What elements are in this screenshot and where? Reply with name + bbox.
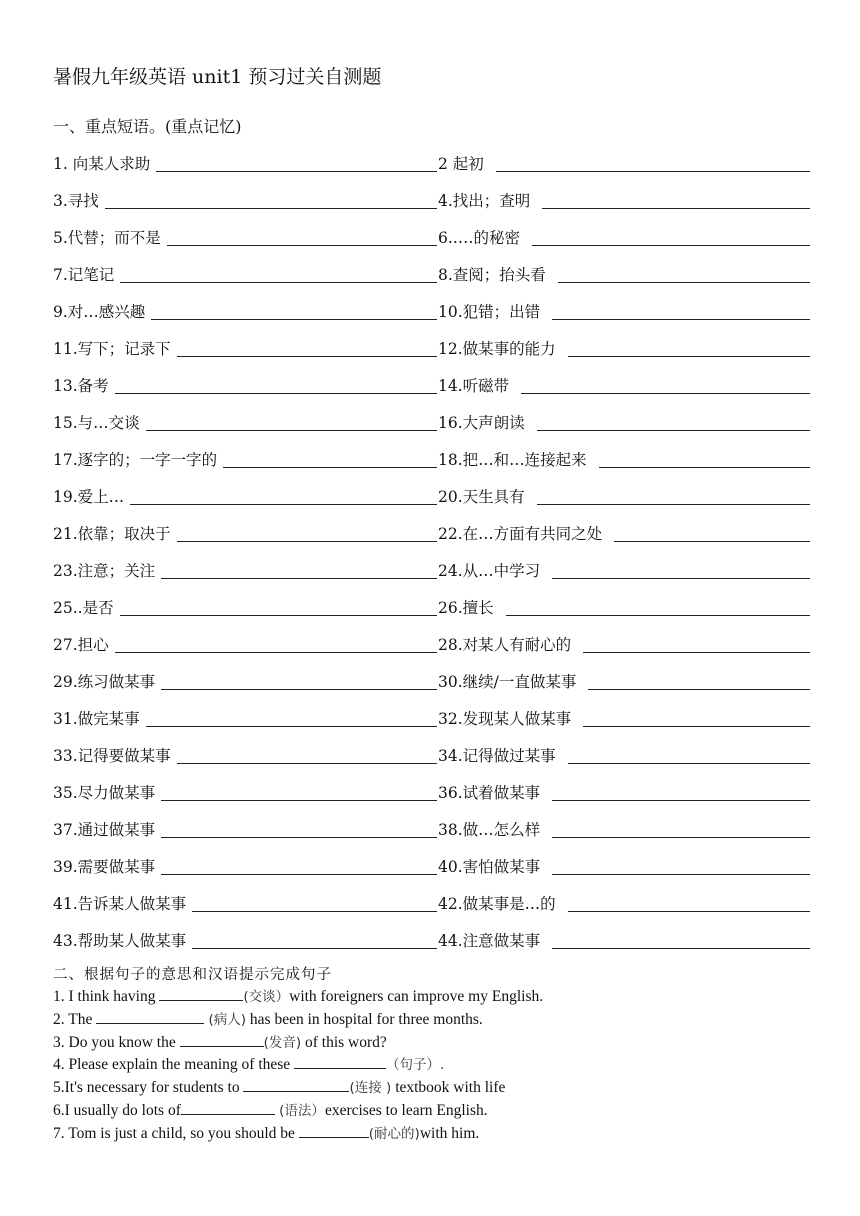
sentence-text-before: 2. The [53,1010,97,1028]
answer-blank[interactable] [192,930,437,949]
phrase-item-left [53,150,437,174]
phrase-label: 28.对某人有耐心的 [438,636,572,654]
sentence-text-before: 6.I usually do lots of [53,1101,181,1119]
phrase-row [0,294,860,331]
answer-blank[interactable] [496,153,810,172]
phrase-label: 29.练习做某事 [53,673,156,691]
phrase-item-right [438,187,810,211]
sentence-text-after: textbook with life [391,1079,506,1097]
phrase-row [0,516,860,553]
phrase-item-right [438,520,810,544]
phrase-label: 42.做某事是…的 [438,895,556,913]
sentence-text-after: with him. [419,1124,480,1142]
phrase-label: 14.听磁带 [438,377,510,395]
phrase-item-left [53,224,437,248]
phrase-label: 27.担心 [53,636,109,654]
section2-heading: 二、根据句子的意思和汉语提示完成句子 [53,967,332,983]
chinese-hint: (发音) [263,1034,302,1051]
phrase-label: 41.告诉某人做某事 [53,895,187,913]
phrase-label: 22.在…方面有共同之处 [438,525,603,543]
fill-in-blank[interactable] [180,1031,264,1047]
answer-blank[interactable] [146,412,437,431]
phrase-label: 11.写下；记录下 [53,340,171,358]
phrase-item-left [53,520,437,544]
phrase-label: 10.犯错；出错 [438,303,541,321]
phrase-item-left [53,742,437,766]
phrase-item-left [53,446,437,470]
answer-blank[interactable] [552,782,810,801]
phrase-label: 17.逐字的；一字一字的 [53,451,218,469]
sentence-text-after: exercises to learn English. [324,1101,488,1119]
phrase-label: 23.注意；关注 [53,562,156,580]
phrase-item-right [438,446,810,470]
answer-blank[interactable] [552,560,810,579]
phrase-label: 16.大声朗读 [438,414,525,432]
phrase-row [0,627,860,664]
answer-blank[interactable] [161,671,437,690]
answer-blank[interactable] [537,412,810,431]
answer-blank[interactable] [177,745,437,764]
phrase-label: 1. 向某人求助 [53,155,151,173]
answer-blank[interactable] [521,375,810,394]
phrase-label: 21.依靠；取决于 [53,525,171,543]
answer-blank[interactable] [568,745,810,764]
phrase-row [0,775,860,812]
page-title: 暑假九年级英语 unit1 预习过关自测题 [53,66,382,88]
sentence-text-after: has been in hospital for three months. [246,1010,483,1028]
answer-blank[interactable] [161,560,437,579]
phrase-item-left [53,853,437,877]
phrase-label: 15.与…交谈 [53,414,140,432]
phrase-row [0,220,860,257]
answer-blank[interactable] [568,893,810,912]
answer-blank[interactable] [177,338,437,357]
phrase-item-left [53,890,437,914]
phrase-label: 35.尽力做某事 [53,784,156,802]
phrase-item-left [53,372,437,396]
answer-blank[interactable] [161,856,437,875]
chinese-hint: (病人) [204,1011,247,1028]
fill-in-blank[interactable] [96,1008,204,1024]
sentence-text-before: 3. Do you know the [53,1033,180,1051]
phrase-label: 40.害怕做某事 [438,858,541,876]
phrase-label: 3.寻找 [53,192,99,210]
answer-blank[interactable] [552,856,810,875]
fill-in-blank[interactable] [181,1099,275,1115]
phrase-row [0,590,860,627]
phrase-row [0,146,860,183]
phrase-item-left [53,557,437,581]
phrase-label: 8.查阅；抬头看 [438,266,546,284]
answer-blank[interactable] [167,227,437,246]
phrase-row [0,923,860,960]
phrase-item-right [438,816,810,840]
answer-blank[interactable] [506,597,810,616]
sentence-text-after: with foreigners can improve my English. [289,988,544,1005]
phrase-row [0,442,860,479]
answer-blank[interactable] [532,227,810,246]
phrase-row [0,479,860,516]
sentence-text-before: 5.It's necessary for students to [53,1079,244,1097]
sentence-item [53,1076,833,1099]
chinese-hint: (连接 ) [349,1080,392,1097]
phrase-label: 9.对…感兴趣 [53,303,146,321]
phrase-item-right [438,927,810,951]
sentence-text-before: 1. I think having [53,988,160,1005]
phrase-row [0,405,860,442]
phrase-label: 33.记得要做某事 [53,747,171,765]
sentence-item [53,1099,833,1122]
phrase-item-left [53,631,437,655]
phrase-label: 5.代替；而不是 [53,229,161,247]
answer-blank[interactable] [192,893,437,912]
answer-blank[interactable] [105,190,437,209]
answer-blank[interactable] [223,449,437,468]
answer-blank[interactable] [552,819,810,838]
phrase-label: 26.擅长 [438,599,494,617]
phrase-item-right [438,742,810,766]
phrase-item-right [438,150,810,174]
sentence-list [53,985,833,1145]
phrase-label: 20.天生具有 [438,488,525,506]
phrase-item-right [438,557,810,581]
answer-blank[interactable] [558,264,810,283]
phrase-item-right [438,335,810,359]
phrase-item-left [53,668,437,692]
answer-blank[interactable] [115,375,437,394]
phrase-row [0,183,860,220]
sentence-item [53,985,833,1008]
phrase-row [0,701,860,738]
sentence-text-after: of this word? [301,1033,387,1051]
answer-blank[interactable] [120,264,437,283]
phrase-item-left [53,927,437,951]
phrase-item-right [438,594,810,618]
phrase-label: 34.记得做过某事 [438,747,556,765]
phrase-label: 13.备考 [53,377,109,395]
phrase-item-left [53,298,437,322]
phrase-label: 12.做某事的能力 [438,340,556,358]
answer-blank[interactable] [588,671,810,690]
chinese-hint: (语法） [274,1102,325,1119]
answer-blank[interactable] [177,523,437,542]
phrase-row [0,257,860,294]
phrase-item-right [438,779,810,803]
phrase-item-right [438,705,810,729]
phrase-label: 4.找出；查明 [438,192,531,210]
fill-in-blank[interactable] [294,1053,386,1069]
phrase-item-left [53,409,437,433]
answer-blank[interactable] [120,597,437,616]
phrase-label: 19.爱上… [53,488,125,506]
answer-blank[interactable] [599,449,810,468]
phrase-list [0,146,860,960]
phrase-label: 32.发现某人做某事 [438,710,572,728]
answer-blank[interactable] [552,301,810,320]
fill-in-blank[interactable] [159,985,243,1001]
phrase-row [0,664,860,701]
answer-blank[interactable] [146,708,437,727]
chinese-hint: (耐心的) [368,1125,420,1142]
phrase-item-left [53,594,437,618]
phrase-item-right [438,890,810,914]
chinese-hint: (交谈） [243,989,290,1005]
phrase-label: 38.做…怎么样 [438,821,541,839]
phrase-item-right [438,483,810,507]
phrase-item-right [438,298,810,322]
phrase-item-right [438,668,810,692]
answer-blank[interactable] [537,486,810,505]
answer-blank[interactable] [542,190,810,209]
chinese-hint: （句子）. [386,1057,445,1074]
answer-blank[interactable] [156,153,437,172]
answer-blank[interactable] [130,486,437,505]
phrase-label: 31.做完某事 [53,710,140,728]
fill-in-blank[interactable] [299,1122,369,1138]
phrase-label: 37.通过做某事 [53,821,156,839]
answer-blank[interactable] [583,708,810,727]
phrase-item-left [53,335,437,359]
sentence-item [53,1031,833,1054]
phrase-label: 43.帮助某人做某事 [53,932,187,950]
phrase-row [0,368,860,405]
phrase-item-left [53,261,437,285]
answer-blank[interactable] [161,819,437,838]
sentence-text-before: 4. Please explain the meaning of these [53,1056,295,1074]
phrase-item-left [53,187,437,211]
phrase-item-right [438,409,810,433]
phrase-label: 39.需要做某事 [53,858,156,876]
phrase-row [0,331,860,368]
phrase-row [0,849,860,886]
phrase-label: 30.继续/一直做某事 [438,673,577,691]
phrase-label: 6.‥‥的秘密 [438,229,520,247]
phrase-item-left [53,705,437,729]
answer-blank[interactable] [115,634,437,653]
phrase-row [0,553,860,590]
phrase-row [0,812,860,849]
fill-in-blank[interactable] [243,1076,349,1092]
phrase-label: 7.记笔记 [53,266,115,284]
phrase-label: 24.从…中学习 [438,562,541,580]
answer-blank[interactable] [568,338,810,357]
phrase-item-right [438,631,810,655]
phrase-label: 36.试着做某事 [438,784,541,802]
phrase-item-right [438,224,810,248]
section1-heading: 一、重点短语。(重点记忆) [53,117,242,136]
phrase-item-right [438,853,810,877]
answer-blank[interactable] [161,782,437,801]
phrase-row [0,886,860,923]
phrase-label: 2 起初 [438,155,484,173]
answer-blank[interactable] [151,301,437,320]
answer-blank[interactable] [583,634,810,653]
phrase-row [0,738,860,775]
phrase-item-left [53,483,437,507]
phrase-item-right [438,372,810,396]
sentence-item [53,1122,833,1145]
phrase-item-left [53,779,437,803]
sentence-item [53,1053,833,1076]
phrase-label: 25..是否 [53,599,114,617]
phrase-item-right [438,261,810,285]
sentence-text-before: 7. Tom is just a child, so you should be [53,1124,299,1142]
answer-blank[interactable] [552,930,810,949]
answer-blank[interactable] [614,523,810,542]
phrase-label: 18.把…和…连接起来 [438,451,587,469]
phrase-item-left [53,816,437,840]
phrase-label: 44.注意做某事 [438,932,541,950]
sentence-item [53,1008,833,1031]
